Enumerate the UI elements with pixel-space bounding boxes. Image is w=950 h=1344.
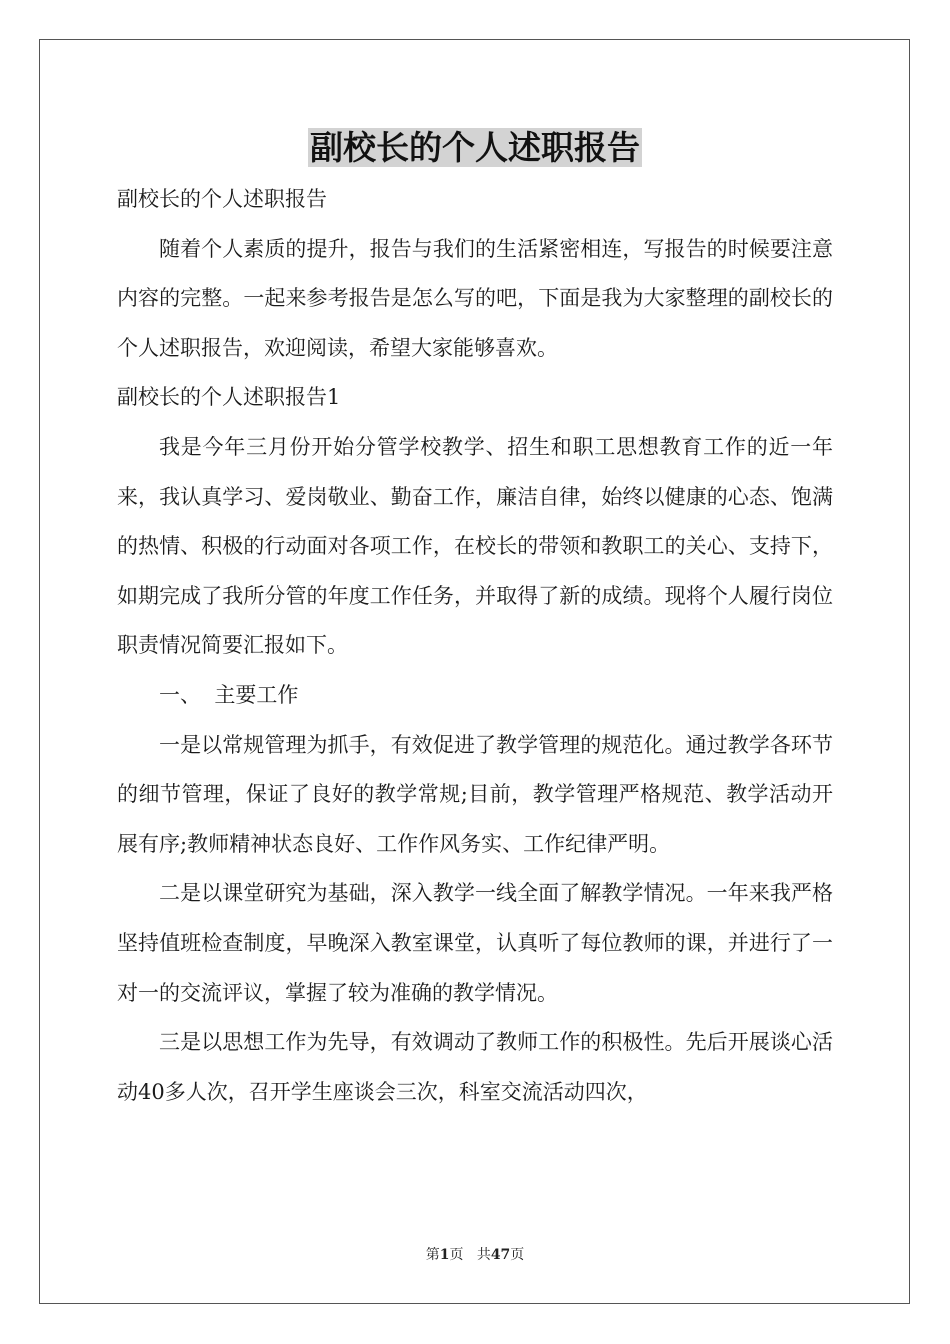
page-prefix: 第 <box>425 1247 440 1263</box>
paragraph-2: 一是以常规管理为抓手，有效促进了教学管理的规范化。通过教学各环节的细节管理，保证了良好的教学常规;目前，教学管理严格规范、教学活动开展有序;教师精神状态良好、工作作风务实、工作纪律严明。 <box>117 732 833 856</box>
paragraph-3: 二是以课堂研究为基础，深入教学一线全面了解教学情况。一年来我严格坚持值班检查制度，早晚深入教室课堂，认真听了每位教师的课，并进行了一对一的交流评议，掌握了较为准确的教学情况。 <box>117 881 833 1005</box>
total-suffix: 页 <box>510 1247 525 1263</box>
page-footer <box>0 1244 950 1264</box>
page-number: 1 <box>439 1247 450 1263</box>
document-body <box>117 175 833 1117</box>
intro-paragraph: 随着个人素质的提升，报告与我们的生活紧密相连，写报告的时候要注意内容的完整。一起来参考报告是怎么写的吧，下面是我为大家整理的副校长的个人述职报告，欢迎阅读，希望大家能够喜欢。 <box>117 236 833 360</box>
heading-main-work: 一、 主要工作 <box>159 682 299 707</box>
paragraph-4: 三是以思想工作为先导，有效调动了教师工作的积极性。先后开展谈心活动40多人次，召开学生座谈会三次，科室交流活动四次， <box>117 1030 833 1104</box>
document-title <box>0 124 950 172</box>
document-title-text: 副校长的个人述职报告 <box>310 128 640 167</box>
section-title: 副校长的个人述职报告1 <box>117 385 341 410</box>
page-suffix: 页 <box>449 1247 464 1263</box>
document-subtitle: 副校长的个人述职报告 <box>117 187 327 211</box>
total-prefix: 共 <box>476 1247 491 1263</box>
total-pages: 47 <box>490 1247 511 1263</box>
paragraph-1: 我是今年三月份开始分管学校教学、招生和职工思想教育工作的近一年来，我认真学习、爱岗敬业、勤奋工作，廉洁自律，始终以健康的心态、饱满的热情、积极的行动面对各项工作，在校长的带领和教职工的关心、支持下，如期完成了我所分管的年度工作任务，并取得了新的成绩。现将个人履行岗位职责情况简要汇报如下。 <box>117 434 833 658</box>
